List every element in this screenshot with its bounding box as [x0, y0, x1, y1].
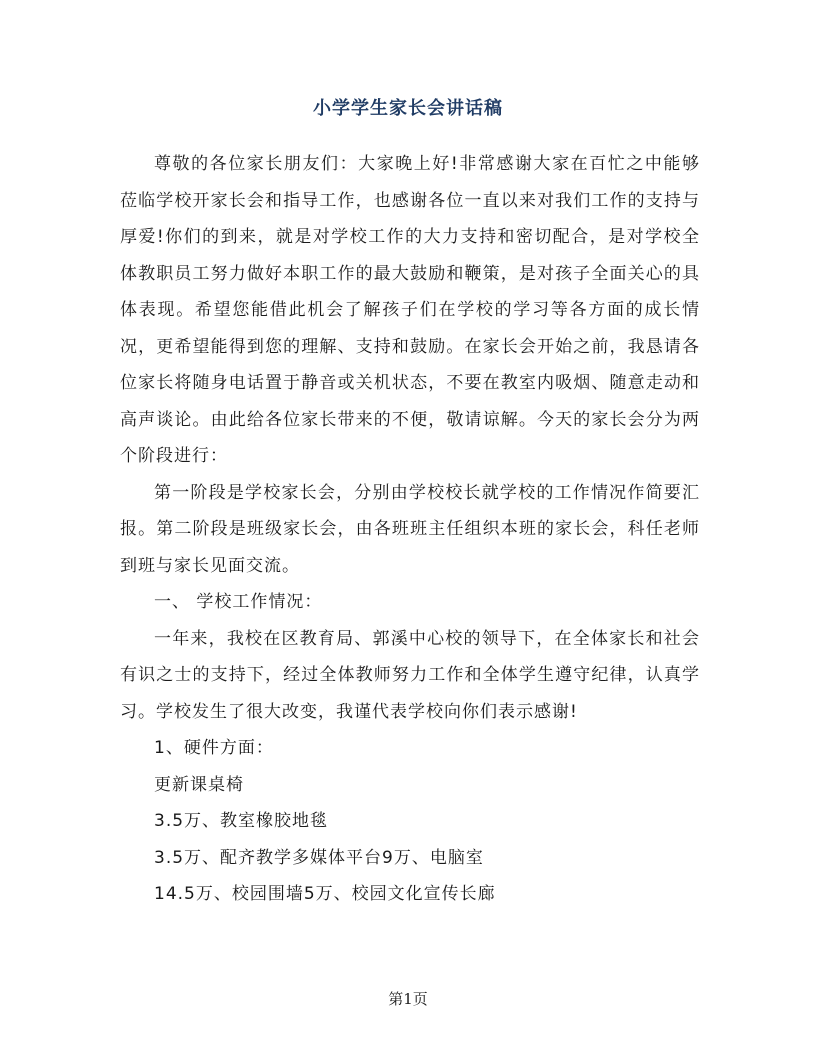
paragraph-year-summary: 一年来，我校在区教育局、郭溪中心校的领导下，在全体家长和社会有识之士的支持下，经过全体教师努力工作和全体学生遵守纪律，认真学习。学校发生了很大改变，我谨代表学校向你们表示感谢! — [120, 628, 700, 722]
page-number: 第1页 — [388, 990, 428, 1008]
document-body — [120, 146, 700, 913]
list-item: 14.5万、校园围墙5万、校园文化宣传长廊 — [154, 884, 496, 904]
paragraph-greeting: 尊敬的各位家长朋友们：大家晚上好!非常感谢大家在百忙之中能够莅临学校开家长会和指导工作，也感谢各位一直以来对我们工作的支持与厚爱!你们的到来，就是对学校工作的大力支持和密切配合，是对学校全体教职员工努力做好本职工作的最大鼓励和鞭策，是对孩子全面关心的具体表现。希望您能借此机会了解孩子们在学校的学习等各方面的成长情况，更希望能得到您的理解、支持和鼓励。在家长会开始之前，我恳请各位家长将随身电话置于静音或关机状态，不要在教室内吸烟、随意走动和高声谈论。由此给各位家长带来的不便，敬请谅解。今天的家长会分为两个阶段进行： — [120, 154, 700, 466]
list-item: 更新课桌椅 — [154, 774, 244, 795]
list-item: 3.5万、配齐教学多媒体平台9万、电脑室 — [154, 847, 484, 868]
section-heading-school-work: 一、 学校工作情况： — [154, 592, 323, 612]
subheading-hardware: 1、硬件方面： — [154, 738, 274, 758]
document-title: 小学学生家长会讲话稿 — [313, 98, 503, 119]
paragraph-meeting-stages: 第一阶段是学校家长会，分别由学校校长就学校的工作情况作简要汇报。第二阶段是班级家长会，由各班班主任组织本班的家长会，科任老师到班与家长见面交流。 — [120, 482, 700, 576]
list-item: 3.5万、教室橡胶地毯 — [154, 811, 329, 831]
